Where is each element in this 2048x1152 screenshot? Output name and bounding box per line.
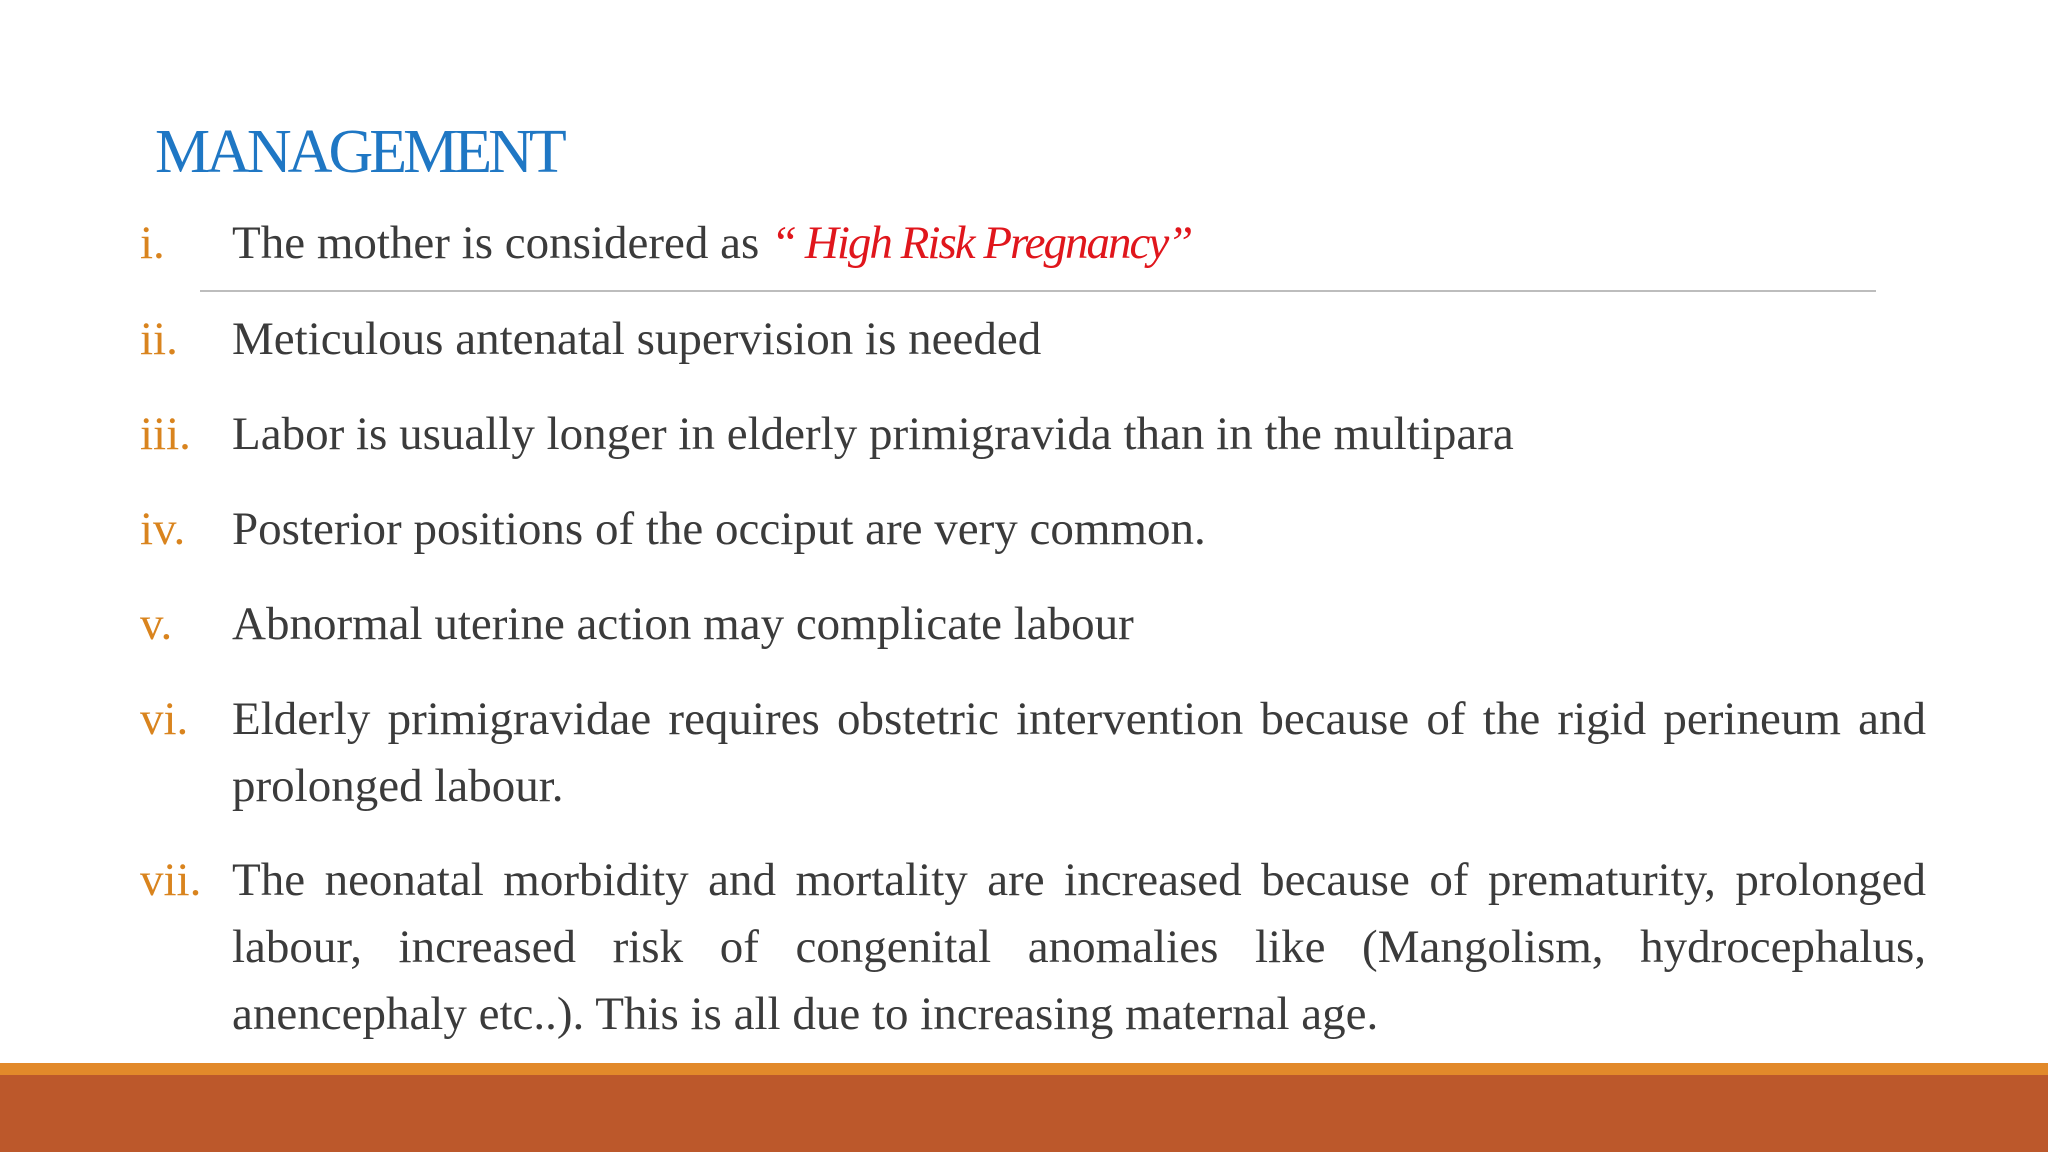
list-number: iv.: [140, 503, 186, 555]
list-text: The neonatal morbidity and mortality are increased because of prematurity, prolonged labour, increased risk of congenital anomalies like (Mangolism, hydrocephalus, anencephaly etc..). This is all due to increasing maternal age.: [232, 854, 1926, 1040]
list-number: ii.: [140, 313, 178, 365]
list-item-2: [140, 306, 1926, 373]
list-item-1: [140, 210, 1926, 290]
slide-title: MANAGEMENT: [155, 118, 563, 186]
list-number: iii.: [140, 408, 191, 460]
list-text: Elderly primigravidae requires obstetric intervention because of the rigid perineum and prolonged labour.: [232, 693, 1926, 812]
list-number: i.: [140, 217, 165, 269]
footer-stripe: [0, 1063, 2048, 1075]
list-text: Meticulous antenatal supervision is needed: [232, 313, 1042, 365]
list-text: Abnormal uterine action may complicate labour: [232, 598, 1134, 650]
list-item-3: [140, 401, 1926, 468]
list-number: vi.: [140, 693, 189, 745]
list-text: Labor is usually longer in elderly primigravida than in the multipara: [232, 408, 1514, 460]
list-number: vii.: [140, 854, 202, 906]
highlight-text: “ High Risk Pregnancy”: [771, 217, 1192, 269]
divider-line: [200, 290, 1876, 292]
list-item-6: [140, 686, 1926, 820]
list-item-7: [140, 847, 1926, 1048]
list-item-4: [140, 496, 1926, 563]
list-text-lead: The mother is considered as: [232, 217, 772, 269]
list-number: v.: [140, 598, 173, 650]
list-text: [232, 210, 1926, 277]
list-item-5: [140, 591, 1926, 658]
management-list: [140, 210, 1926, 1048]
list-text: Posterior positions of the occiput are very common.: [232, 503, 1206, 555]
footer-bar: [0, 1075, 2048, 1152]
